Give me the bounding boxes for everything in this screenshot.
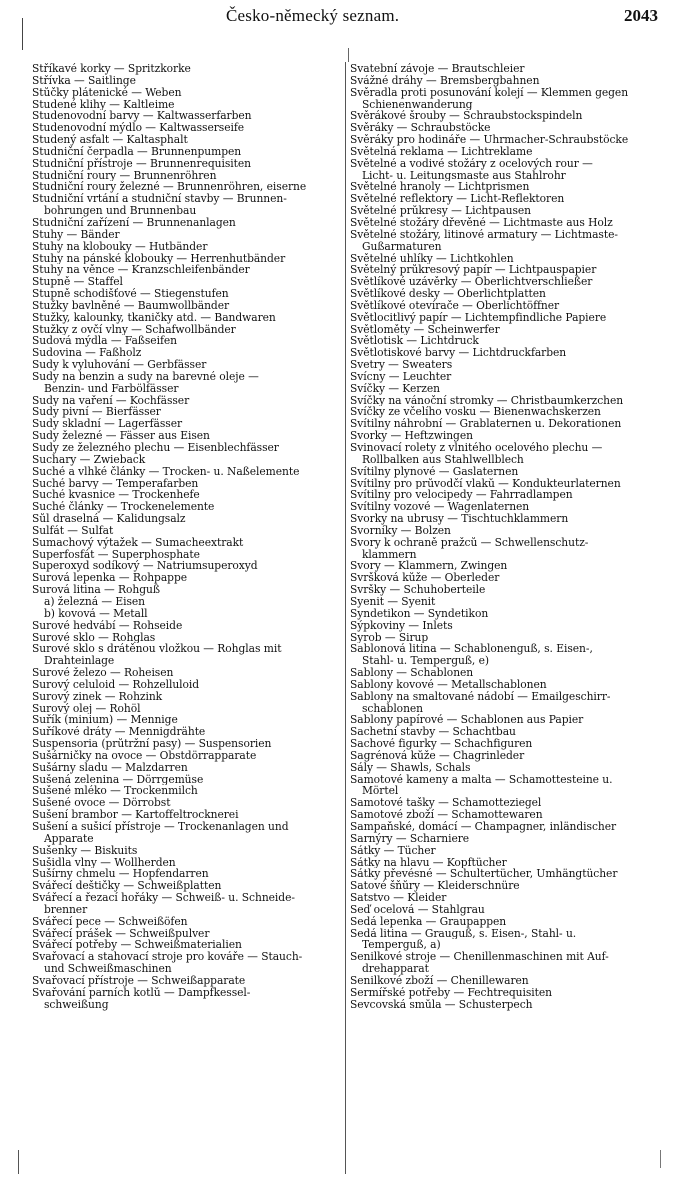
index-entry-continuation: Stahl- u. Temperguß, e) bbox=[362, 655, 490, 668]
index-entry: Svetry — Sweaters bbox=[350, 359, 453, 371]
index-entry-continuation: drehapparat bbox=[362, 963, 429, 975]
index-entry: Sudy skladní — Lagerfässer bbox=[32, 418, 183, 431]
index-entry: Svítilny náhrobní — Grablaternen u. Dekorationen bbox=[350, 418, 622, 431]
index-entry-continuation: Apparate bbox=[44, 832, 94, 845]
index-entry: Svorky na ubrusy — Tischtuchklammern bbox=[350, 513, 569, 525]
index-entry: Suché barvy — Temperafarben bbox=[32, 477, 199, 490]
index-entry: Ševcovská smůla — Schusterpech bbox=[350, 998, 533, 1011]
index-entry: Svářecí pece — Schweißöfen bbox=[32, 915, 188, 928]
index-entry: Šampaňské, domácí — Champagner, inländischer bbox=[350, 821, 617, 833]
index-entry: Sušidla vlny — Wollherden bbox=[32, 856, 176, 869]
index-entry: Studené klihy — Kaltleime bbox=[32, 98, 175, 111]
index-entry: Studniční roury železné — Brunnenröhren, eiserne bbox=[32, 181, 307, 194]
index-entry: Svářecí potřeby — Schweißmaterialien bbox=[32, 939, 242, 952]
index-entry: Světelný průkresový papír — Lichtpauspapier bbox=[350, 264, 597, 277]
index-entry: Studniční čerpadla — Brunnenpumpen bbox=[32, 145, 242, 158]
margin-rule bbox=[660, 1150, 661, 1168]
index-entry: Šedá litina — Grauguß, s. Eisen-, Stahl- u. bbox=[350, 927, 577, 940]
index-entry: Stůčky plátenické — Weben bbox=[32, 86, 182, 99]
index-entry: Svařovací a stahovací stroje pro kováře — Stauch- bbox=[32, 951, 303, 964]
index-entry: Stupně — Staffel bbox=[32, 276, 123, 289]
index-entry: Světelné stožáry, litinové armatury — Lichtmaste- bbox=[350, 228, 618, 241]
index-entry: Surové sklo — Rohglas bbox=[32, 631, 156, 644]
index-entry: Sulfát — Sulfat bbox=[32, 524, 114, 537]
left-column bbox=[32, 63, 343, 1011]
index-entry: Stříkavé korky — Spritzkorke bbox=[32, 63, 191, 75]
index-entry: Světlotisk — Lichtdruck bbox=[350, 335, 479, 348]
index-entry: Sušárny sladu — Malzdarren bbox=[32, 761, 188, 774]
index-entry: Svěráky — Schraubstöcke bbox=[350, 122, 491, 135]
index-entry: Sušené ovoce — Dörrobst bbox=[32, 797, 171, 810]
index-entry-continuation: Temperguß, a) bbox=[362, 939, 441, 952]
index-entry: Šatové šňůry — Kleiderschnüre bbox=[350, 880, 520, 893]
index-entry: Svatební závoje — Brautschleier bbox=[350, 63, 525, 75]
index-entry: Světelné uhlíky — Lichtkohlen bbox=[350, 252, 514, 265]
index-entry: Světlocitlivý papír — Lichtempfindliche Papiere bbox=[350, 311, 607, 324]
index-entry: Studniční zařízení — Brunnenanlagen bbox=[32, 216, 236, 229]
index-entry: Svážné dráhy — Bremsbergbahnen bbox=[350, 74, 540, 87]
index-entry: Surová litina — Rohguß bbox=[32, 584, 160, 596]
index-entry-continuation: klammern bbox=[362, 548, 417, 561]
index-entry: Šablony papírové — Schablonen aus Papier bbox=[350, 714, 584, 727]
index-entry: Svinovací rolety z vlnitého ocelového plechu — bbox=[350, 442, 603, 454]
index-entry: Suříkové dráty — Mennigdrähte bbox=[32, 726, 206, 739]
index-entry: Sýpkoviny — Inlets bbox=[350, 619, 453, 632]
index-entry: Šablony kovové — Metallschablonen bbox=[350, 678, 547, 691]
index-entry: Světelné stožáry dřevěné — Lichtmaste aus Holz bbox=[350, 216, 613, 229]
index-entry: Studniční vrtání a studniční stavby — Brunnen- bbox=[32, 193, 287, 206]
index-entry: Superfosfát — Superphosphate bbox=[32, 548, 200, 561]
index-entry: Šenilkové zboží — Chenillewaren bbox=[350, 974, 529, 987]
index-entry-continuation: brenner bbox=[44, 903, 88, 916]
index-entry: Svařovací přístroje — Schweißapparate bbox=[32, 974, 246, 987]
index-entry: Sušená zelenina — Dörrgemüse bbox=[32, 773, 204, 786]
index-entry-continuation: a) železná — Eisen bbox=[44, 595, 146, 608]
index-entry: Syndetikon — Syndetikon bbox=[350, 607, 489, 620]
index-entry: Svítilny pro průvodčí vlaků — Kondukteurlaternen bbox=[350, 477, 621, 490]
right-column bbox=[350, 63, 660, 1011]
margin-rule bbox=[22, 18, 23, 50]
index-entry: Surové železo — Roheisen bbox=[32, 667, 174, 679]
index-entry: Svršky — Schuhoberteile bbox=[350, 584, 486, 596]
index-entry: Šablonová litina — Schablonenguß, s. Eisen-, bbox=[350, 643, 593, 656]
index-entry: Syenit — Syenit bbox=[350, 595, 436, 608]
index-entry: Šeď ocelová — Stahlgrau bbox=[350, 903, 485, 916]
index-entry: Šagrénová kůže — Chagrinleder bbox=[350, 749, 525, 762]
page-number: 2043 bbox=[624, 6, 658, 25]
index-entry: Surová lepenka — Rohpappe bbox=[32, 572, 188, 585]
index-entry: Svorníky — Bolzen bbox=[350, 524, 451, 537]
index-entry: Svářecí a řezací hořáky — Schweiß- u. Schneide- bbox=[32, 892, 295, 904]
index-entry: Světlíkové otevírače — Oberlichtöffner bbox=[350, 299, 560, 312]
index-entry: Sudy železné — Fässer aus Eisen bbox=[32, 430, 210, 442]
index-entry: Sušení a sušicí přístroje — Trockenanlagen und bbox=[32, 821, 289, 833]
index-entry: Suché články — Trockenelemente bbox=[32, 501, 215, 514]
index-entry: Šermířské potřeby — Fechtrequisiten bbox=[350, 986, 553, 999]
index-entry: Stuhy na pánské klobouky — Herrenhutbänder bbox=[32, 252, 286, 265]
index-entry: Svory k ochraně pražců — Schwellenschutz- bbox=[350, 536, 589, 549]
index-entry: Šedá lepenka — Graupappen bbox=[350, 915, 507, 928]
index-entry: Šatstvo — Kleider bbox=[350, 892, 447, 904]
index-entry: Studenovodní barvy — Kaltwasserfarben bbox=[32, 110, 252, 123]
index-entry-continuation: Mörtel bbox=[362, 785, 399, 798]
index-entry: Syrob — Sirup bbox=[350, 631, 429, 644]
column-divider-top bbox=[348, 48, 349, 62]
index-entry: Studniční přístroje — Brunnenrequisiten bbox=[32, 157, 251, 170]
index-entry: Sušenky — Biskuits bbox=[32, 844, 138, 857]
index-entry: Svíčky — Kerzen bbox=[350, 382, 440, 395]
index-entry: Stužky z ovčí vlny — Schafwollbänder bbox=[32, 323, 236, 336]
index-entry: Svěradla proti posunování kolejí — Klemmen gegen bbox=[350, 86, 629, 99]
index-entry: Svěrákové šrouby — Schraubstockspindeln bbox=[350, 110, 583, 123]
index-entry: Sušárničky na ovoce — Obstdörrapparate bbox=[32, 749, 257, 762]
index-entry: Surový zinek — Rohzink bbox=[32, 690, 163, 703]
index-entry-continuation: Gußarmaturen bbox=[362, 240, 442, 253]
index-entry: Studenovodní mýdlo — Kaltwasserseife bbox=[32, 122, 245, 135]
index-entry: Sušené mléko — Trockenmilch bbox=[32, 785, 198, 798]
index-entry: Sudy na benzin a sudy na barevné oleje — bbox=[32, 370, 259, 383]
index-entry: Suché a vlhké články — Trocken- u. Naßelemente bbox=[32, 465, 300, 478]
index-entry: Světelné hranoly — Lichtprismen bbox=[350, 181, 530, 194]
index-entry: Suřík (minium) — Mennige bbox=[32, 714, 178, 727]
index-entry: Šarnýry — Scharniere bbox=[350, 832, 470, 845]
index-entry: Svítilny pro velocipedy — Fahrradlampen bbox=[350, 489, 573, 502]
index-entry-continuation: b) kovová — Metall bbox=[44, 607, 148, 620]
index-entry: Svářecí deštičky — Schweißplatten bbox=[32, 880, 222, 893]
index-entry: Svářecí prášek — Schweißpulver bbox=[32, 927, 210, 940]
index-entry: Světlíkové desky — Oberlichtplatten bbox=[350, 288, 546, 300]
index-entry: Světloměty — Scheinwerfer bbox=[350, 323, 500, 336]
index-entry: Studniční roury — Brunnenröhren bbox=[32, 169, 217, 182]
index-entry: Světlotiskové barvy — Lichtdruckfarben bbox=[350, 347, 567, 360]
index-entry: Šátky na hlavu — Kopftücher bbox=[350, 856, 507, 869]
index-entry: Sudy na vaření — Kochfässer bbox=[32, 394, 190, 407]
margin-rule bbox=[18, 1150, 19, 1174]
index-entry: Sůl draselná — Kalidungsalz bbox=[32, 513, 186, 525]
index-entry-continuation: Drahteinlage bbox=[44, 655, 115, 668]
index-entry: Šamotové kameny a malta — Schamottesteine u. bbox=[350, 773, 613, 786]
index-entry: Šátky převésné — Schultertücher, Umhängtücher bbox=[350, 868, 618, 881]
index-entry: Svařování parních kotlů — Dampfkessel- bbox=[32, 986, 251, 999]
index-entry: Světelné reflektory — Licht-Reflektoren bbox=[350, 193, 565, 206]
index-entry: Šachetní stavby — Schachtbau bbox=[350, 726, 516, 739]
index-entry: Stužky, kalounky, tkaničky atd. — Bandwaren bbox=[32, 311, 276, 324]
index-entry: Šátky — Tücher bbox=[350, 844, 436, 857]
index-entry: Studený asfalt — Kaltasphalt bbox=[32, 134, 188, 146]
index-entry: Stuhy na klobouky — Hutbänder bbox=[32, 240, 208, 253]
index-entry: Sudová mýdla — Faßseifen bbox=[32, 335, 177, 348]
index-entry: Světelná reklama — Lichtreklame bbox=[350, 145, 533, 158]
index-entry-continuation: Licht- u. Leitungsmaste aus Stahlrohr bbox=[362, 169, 566, 182]
index-entry: Sušírny chmelu — Hopfendarren bbox=[32, 868, 209, 881]
index-entry: Surové sklo s drátěnou vložkou — Rohglas mit bbox=[32, 643, 282, 656]
index-entry-continuation: schweißung bbox=[44, 998, 109, 1011]
index-entry: Šachové figurky — Schachfiguren bbox=[350, 738, 533, 750]
index-entry: Surový olej — Rohöl bbox=[32, 702, 141, 715]
index-entry-continuation: schablonen bbox=[362, 702, 424, 715]
page-header bbox=[0, 6, 688, 32]
index-entry: Suchary — Zwieback bbox=[32, 453, 146, 466]
index-entry: Sudovina — Faßholz bbox=[32, 347, 142, 360]
index-entry: Šály — Shawls, Schals bbox=[350, 761, 471, 774]
index-entry: Stuhy — Bänder bbox=[32, 228, 120, 241]
index-entry: Suché kvasnice — Trockenhefe bbox=[32, 489, 200, 502]
index-entry-continuation: Benzin- und Farbölfässer bbox=[44, 382, 179, 395]
index-entry: Světelné a vodivé stožáry z ocelových rour — bbox=[350, 157, 593, 170]
index-entry: Sudy ze železného plechu — Eisenblechfässer bbox=[32, 442, 279, 454]
index-entry: Svícny — Leuchter bbox=[350, 370, 452, 383]
index-entry: Šamotové tašky — Schamotteziegel bbox=[350, 797, 542, 810]
index-entry: Světelné průkresy — Lichtpausen bbox=[350, 205, 531, 217]
index-entry-continuation: Rollbalken aus Stahlwellblech bbox=[362, 453, 524, 466]
page-title: Česko-německý seznam. bbox=[226, 6, 400, 25]
index-entry: Šamotové zboží — Schamottewaren bbox=[350, 809, 543, 821]
index-entry: Superoxyd sodíkový — Natriumsuperoxyd bbox=[32, 560, 258, 573]
index-entry: Šablony na smaltované nádobí — Emailgeschirr- bbox=[350, 690, 611, 703]
index-entry: Svítilny plynové — Gaslaternen bbox=[350, 465, 519, 478]
index-entry: Sudy pivní — Bierfässer bbox=[32, 406, 161, 419]
index-entry: Svršková kůže — Oberleder bbox=[350, 572, 500, 585]
index-entry: Suspensoria (průtržní pasy) — Suspensorien bbox=[32, 738, 272, 750]
index-entry: Světlíkové uzávěrky — Oberlichtverschließer bbox=[350, 276, 593, 289]
index-entry-continuation: bohrungen und Brunnenbau bbox=[44, 205, 197, 217]
index-entry: Stužky bavlněné — Baumwollbänder bbox=[32, 299, 230, 312]
index-entry: Svorky — Heftzwingen bbox=[350, 430, 473, 442]
index-entry: Svítilny vozové — Wagenlaternen bbox=[350, 501, 530, 514]
index-entry: Svíčky na vánoční stromky — Christbaumkerzchen bbox=[350, 394, 624, 407]
index-entry: Střívka — Saitlinge bbox=[32, 74, 136, 87]
index-entry-continuation: Schienenwanderung bbox=[362, 98, 473, 111]
index-entry: Sušení brambor — Kartoffeltrocknerei bbox=[32, 809, 239, 821]
column-divider bbox=[345, 62, 346, 1174]
index-entry: Svory — Klammern, Zwingen bbox=[350, 560, 508, 573]
index-entry: Šablony — Schablonen bbox=[350, 667, 474, 679]
index-entry: Sumachový výtažek — Sumacheextrakt bbox=[32, 536, 244, 549]
index-entry: Sudy k vyluhování — Gerbfässer bbox=[32, 359, 207, 371]
index-entry: Surový celuloid — Rohzelluloid bbox=[32, 678, 200, 691]
index-entry: Svíčky ze včelího vosku — Bienenwachskerzen bbox=[350, 406, 601, 419]
index-entry-continuation: und Schweißmaschinen bbox=[44, 963, 172, 975]
index-entry: Stuhy na věnce — Kranzschleifenbänder bbox=[32, 264, 250, 277]
index-entry: Svěráky pro hodináře — Uhrmacher-Schraubstöcke bbox=[350, 134, 629, 146]
index-entry: Surové hedvábí — Rohseide bbox=[32, 619, 183, 632]
index-entry: Stupně schodišťové — Stiegenstufen bbox=[32, 288, 229, 300]
index-entry: Šenilkové stroje — Chenillenmaschinen mit Auf- bbox=[350, 951, 609, 964]
